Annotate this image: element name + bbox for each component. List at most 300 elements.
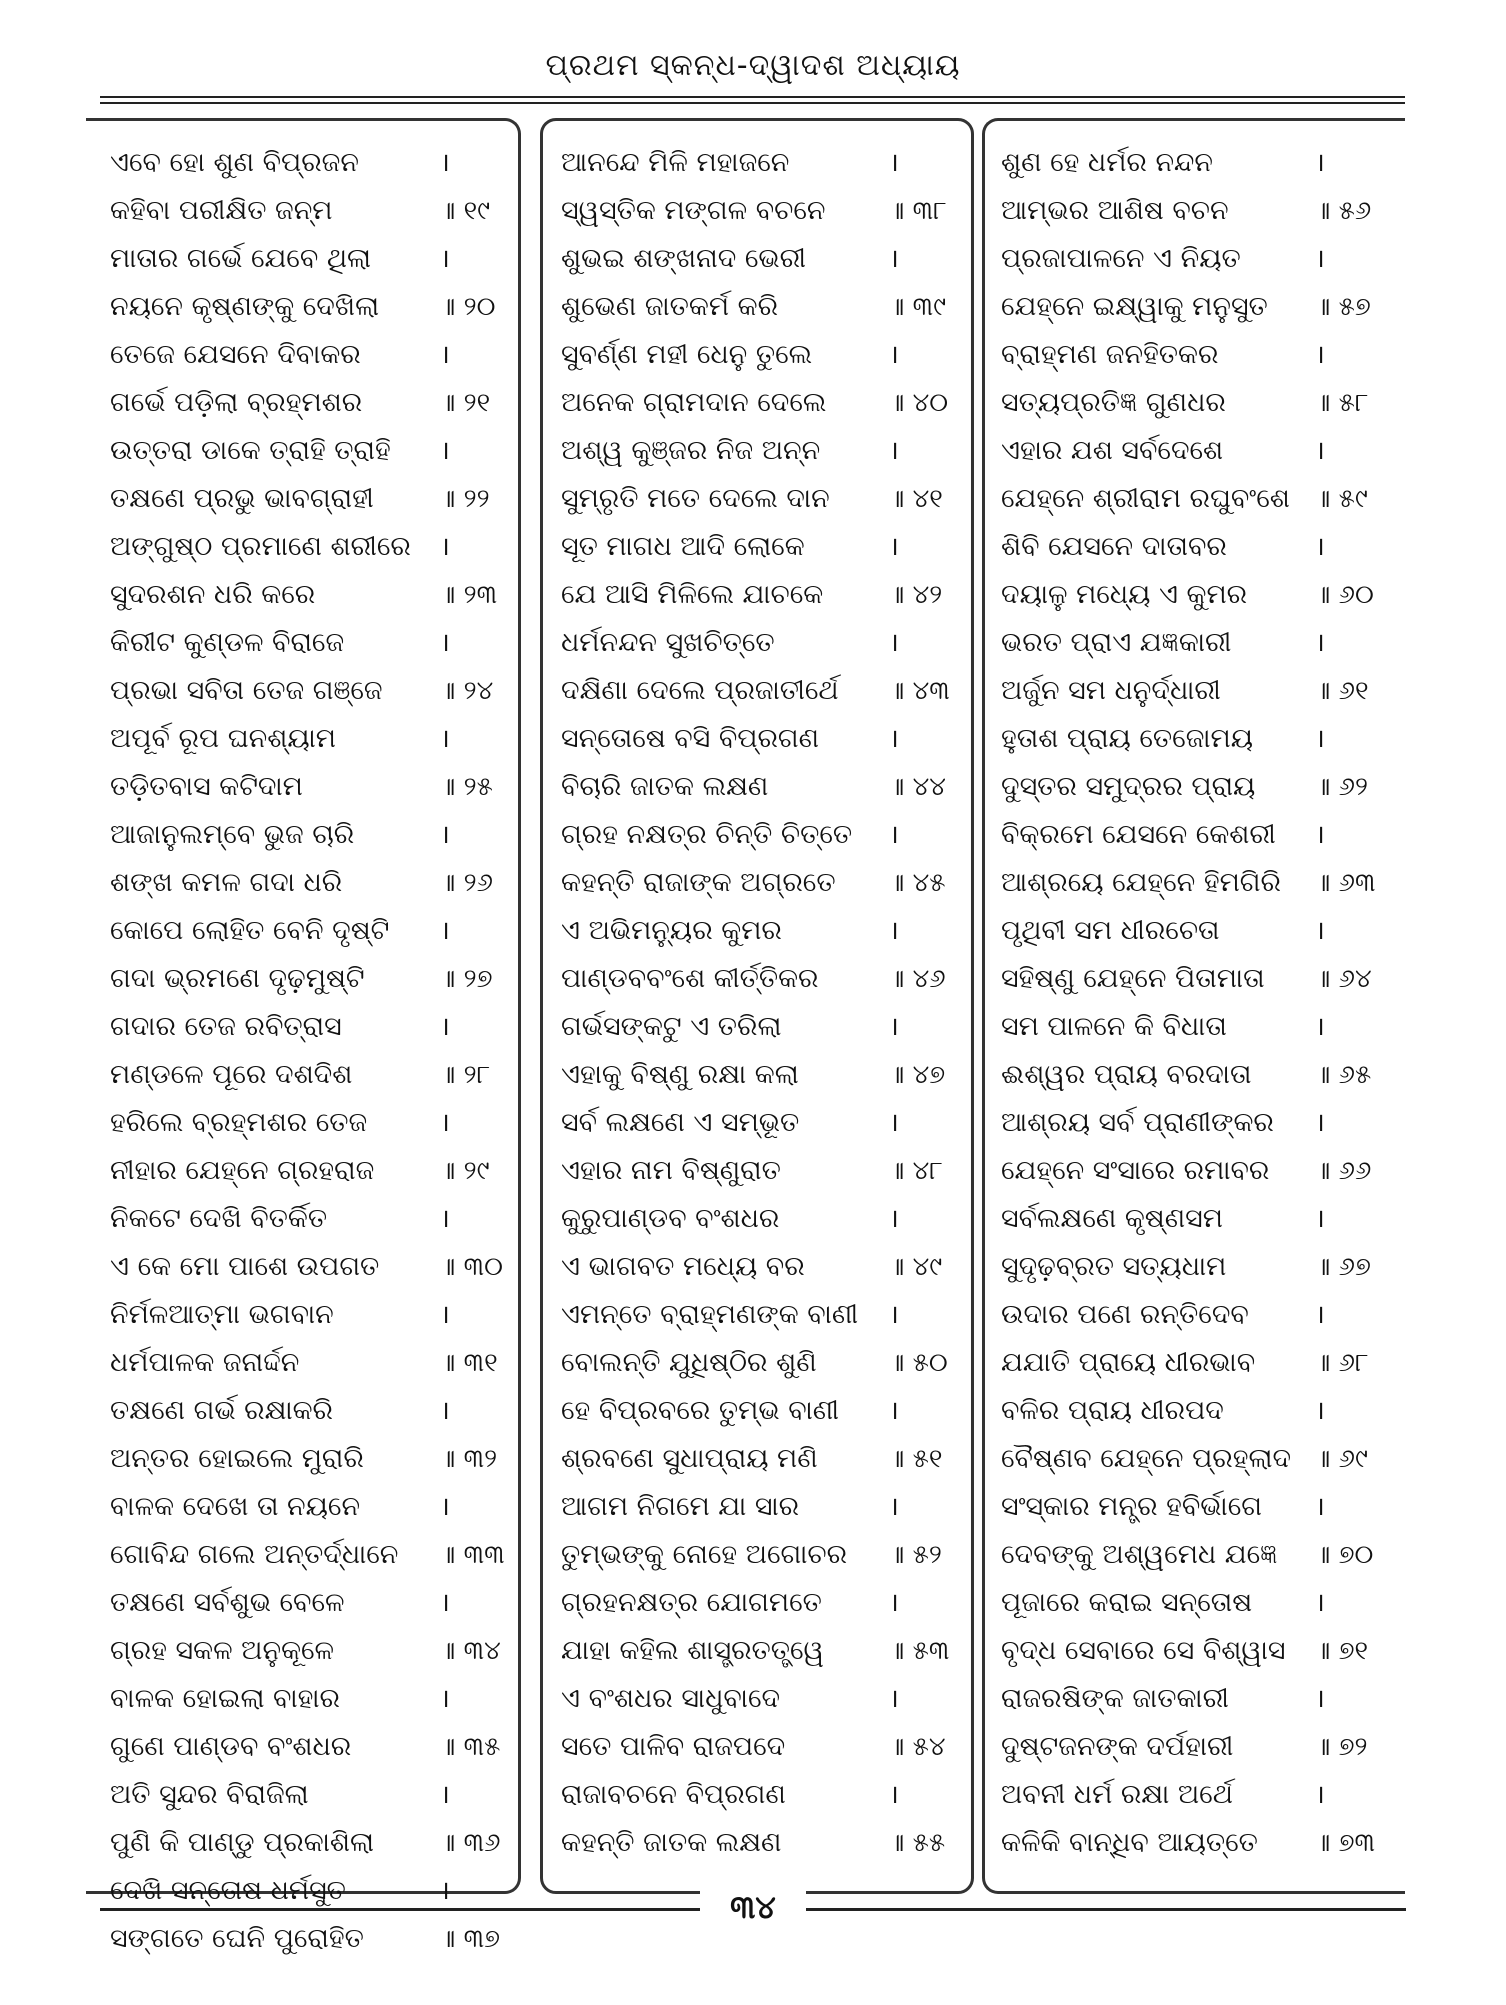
verse-line xyxy=(543,1483,971,1531)
verse-text: ଶୁଣ ହେ ଧର୍ମର ନନ୍ଦନ xyxy=(1001,147,1214,178)
verse-mark: ॥ ୬୬ xyxy=(1315,1156,1372,1186)
verse-text: ତକ୍ଷଣେ ସର୍ବଶୁଭ ବେଳେ xyxy=(110,1587,345,1618)
verse-text: ପୂଜାରେ କରାଇ ସନ୍ତୋଷ xyxy=(1001,1587,1253,1618)
verse-mark: ॥ ୪୩ xyxy=(889,676,950,706)
verse-text: ଗଦାର ତେଜ ରବିତ୍ରାସ xyxy=(110,1011,342,1042)
verse-line xyxy=(543,1387,971,1435)
verse-mark: ॥ ୬୦ xyxy=(1315,580,1374,610)
verse-mark: ॥ ୨୦ xyxy=(440,292,496,322)
verse-text: ଭରତ ପ୍ରାଏ ଯଜ୍ଞକାରୀ xyxy=(1001,627,1232,658)
verse-text: ଗ୍ରହ ସକଳ ଅନୁକୂଳେ xyxy=(110,1635,335,1666)
verse-text: ବୋଲନ୍ତି ଯୁଧିଷ୍ଠିର ଶୁଣି xyxy=(561,1347,817,1378)
verse-text: ଗ୍ରହନକ୍ଷତ୍ର ଯୋଗମତେ xyxy=(561,1587,822,1618)
verse-text: କହିବା ପରୀକ୍ଷିତ ଜନ୍ମ xyxy=(110,195,333,226)
verse-column-right xyxy=(982,118,1405,1894)
verse-line xyxy=(86,763,518,811)
verse-line xyxy=(543,1435,971,1483)
verse-line xyxy=(86,1723,518,1771)
verse-mark: । xyxy=(1315,1108,1325,1138)
verse-mark: । xyxy=(889,1780,899,1810)
verse-mark: । xyxy=(1315,1492,1325,1522)
verse-line xyxy=(543,1723,971,1771)
verse-line xyxy=(543,955,971,1003)
verse-text: ହେ ବିପ୍ରବରେ ତୁମ୍ଭ ବାଣୀ xyxy=(561,1395,840,1426)
verse-mark: । xyxy=(1315,916,1325,946)
verse-text: ଏବେ ହୋ ଶୁଣ ବିପ୍ରଜନ xyxy=(110,147,359,178)
verse-line xyxy=(985,1243,1405,1291)
verse-text: ଯେହ୍ନେ ଇକ୍ଷ୍ୱାକୁ ମନୁସୁତ xyxy=(1001,291,1268,322)
verse-text: ଶଙ୍ଖ କମଳ ଗଦା ଧରି xyxy=(110,867,343,898)
verse-line xyxy=(985,1099,1405,1147)
verse-text: ଗୁଣେ ପାଣ୍ଡବ ବଂଶଧର xyxy=(110,1731,352,1762)
verse-line xyxy=(543,907,971,955)
verse-mark: । xyxy=(889,1108,899,1138)
verse-mark: । xyxy=(440,1780,450,1810)
verse-line xyxy=(86,523,518,571)
verse-text: ଗ୍ରହ ନକ୍ଷତ୍ର ଚିନ୍ତି ଚିତ୍ତେ xyxy=(561,819,853,850)
verse-mark: ॥ ୨୫ xyxy=(440,772,493,802)
verse-line xyxy=(985,475,1405,523)
verse-line xyxy=(985,1771,1405,1819)
verse-mark: । xyxy=(889,1588,899,1618)
verse-text: ଧର୍ମପାଳକ ଜନାର୍ଦ୍ଦନ xyxy=(110,1347,300,1378)
verse-text: ନୀହାର ଯେହ୍ନେ ଗ୍ରହରାଜ xyxy=(110,1155,375,1186)
verse-line xyxy=(543,331,971,379)
verse-mark: । xyxy=(440,148,450,178)
verse-line xyxy=(86,1003,518,1051)
verse-mark: ॥ ୬୫ xyxy=(1315,1060,1372,1090)
verse-mark: । xyxy=(440,1396,450,1426)
verse-text: ସମ ପାଳନେ କି ବିଧାତା xyxy=(1001,1011,1227,1042)
verse-text: ଯେହ୍ନେ ଶ୍ରୀରାମ ରଘୁବଂଶେ xyxy=(1001,483,1290,514)
verse-mark: । xyxy=(1315,1684,1325,1714)
verse-text: ସତେ ପାଳିବ ରାଜପଦେ xyxy=(561,1731,786,1762)
verse-mark: ॥ ୪୫ xyxy=(889,868,946,898)
verse-line xyxy=(985,1147,1405,1195)
header-rule-bottom xyxy=(100,102,1405,104)
footer-rule-left xyxy=(100,1908,700,1911)
verse-line xyxy=(86,283,518,331)
verse-line xyxy=(985,859,1405,907)
verse-text: ହରିଲେ ବ୍ରହ୍ମଶର ତେଜ xyxy=(110,1107,368,1138)
verse-line xyxy=(543,1771,971,1819)
verse-text: ବିଚାରି ଜାତକ ଲକ୍ଷଣ xyxy=(561,771,769,802)
verse-mark: । xyxy=(440,532,450,562)
verse-mark: । xyxy=(889,820,899,850)
verse-line xyxy=(86,1483,518,1531)
verse-text: ଅନେକ ଗ୍ରାମଦାନ ଦେଲେ xyxy=(561,387,827,418)
verse-line xyxy=(543,1195,971,1243)
verse-line xyxy=(86,1771,518,1819)
verse-text: ବଳିର ପ୍ରାୟ ଧୀରପଦ xyxy=(1001,1395,1224,1426)
verse-line xyxy=(86,427,518,475)
verse-text: ଅର୍ଜୁନ ସମ ଧନୁର୍ଦ୍ଧାରୀ xyxy=(1001,675,1221,706)
verse-text: ଈଶ୍ୱର ପ୍ରାୟ ବରଦାତା xyxy=(1001,1059,1252,1090)
verse-mark: । xyxy=(1315,148,1325,178)
verse-line xyxy=(543,1675,971,1723)
verse-line xyxy=(985,1819,1405,1867)
verse-mark: ॥ ୪୦ xyxy=(889,388,949,418)
verse-text: ଶିବି ଯେସନେ ଦାତାବର xyxy=(1001,531,1227,562)
verse-line xyxy=(985,667,1405,715)
verse-line xyxy=(985,1579,1405,1627)
verse-mark: । xyxy=(1315,436,1325,466)
verse-text: ଅବନୀ ଧର୍ମ ରକ୍ଷା ଅର୍ଥେ xyxy=(1001,1779,1233,1810)
verse-mark: । xyxy=(440,1108,450,1138)
verse-mark: ॥ ୨୮ xyxy=(440,1060,491,1090)
verse-line xyxy=(985,1435,1405,1483)
verse-mark: ॥ ୬୯ xyxy=(1315,1444,1368,1474)
verse-line xyxy=(543,619,971,667)
verse-text: ଆନନ୍ଦେ ମିଳି ମହାଜନେ xyxy=(561,147,790,178)
verse-mark: ॥ ୨୧ xyxy=(440,388,491,418)
verse-mark: ॥ ୩୪ xyxy=(440,1636,501,1666)
page-header: ପ୍ରଥମ ସ୍କନ୍ଧ-ଦ୍ୱାଦଶ ଅଧ୍ୟାୟ xyxy=(545,48,961,83)
verse-text: ଏହାକୁ ବିଷ୍ଣୁ ରକ୍ଷା କଲା xyxy=(561,1059,799,1090)
verse-mark: ॥ ୫୯ xyxy=(1315,484,1368,514)
verse-text: ଶୁଭଇ ଶଙ୍ଖନାଦ ଭେରୀ xyxy=(561,243,807,274)
verse-mark: ॥ ୫୨ xyxy=(889,1540,942,1570)
verse-mark: ॥ ୫୬ xyxy=(1315,196,1372,226)
verse-line xyxy=(543,1339,971,1387)
verse-mark: । xyxy=(889,436,899,466)
verse-mark: ॥ ୫୦ xyxy=(889,1348,948,1378)
verse-mark: ॥ ୫୫ xyxy=(889,1828,946,1858)
verse-line xyxy=(985,523,1405,571)
verse-line xyxy=(985,1675,1405,1723)
verse-mark: । xyxy=(889,1492,899,1522)
verse-line xyxy=(86,1627,518,1675)
verse-line xyxy=(985,1627,1405,1675)
verse-mark: ॥ ୪୭ xyxy=(889,1060,946,1090)
verse-text: ଏହାର ନାମ ବିଷ୍ଣୁରାତ xyxy=(561,1155,781,1186)
verse-text: ଗର୍ଭେ ପଡ଼ିଲା ବ୍ରହ୍ମଶର xyxy=(110,387,363,418)
verse-text: ଏମନ୍ତେ ବ୍ରାହ୍ମଣଙ୍କ ବାଣୀ xyxy=(561,1299,859,1330)
verse-mark: । xyxy=(889,532,899,562)
verse-text: ସଂସ୍କାର ମନ୍ତ୍ର ହବିର୍ଭାଗେ xyxy=(1001,1491,1262,1522)
verse-mark: । xyxy=(440,628,450,658)
verse-line xyxy=(543,1579,971,1627)
verse-text: କହନ୍ତି ରାଜାଙ୍କ ଅଗ୍ରତେ xyxy=(561,867,836,898)
verse-text: ଯେ ଆସି ମିଳିଲେ ଯାଚକେ xyxy=(561,579,824,610)
verse-line xyxy=(543,235,971,283)
verse-text: ତକ୍ଷଣେ ପ୍ରଭୁ ଭାବଗ୍ରାହୀ xyxy=(110,483,374,514)
verse-mark: । xyxy=(440,244,450,274)
verse-line xyxy=(985,427,1405,475)
verse-mark: । xyxy=(440,1012,450,1042)
verse-text: ସହିଷ୍ଣୁ ଯେହ୍ନେ ପିତାମାତା xyxy=(1001,963,1265,994)
verse-line xyxy=(86,1435,518,1483)
verse-line xyxy=(985,379,1405,427)
verse-mark: ॥ ୬୩ xyxy=(1315,868,1376,898)
verse-mark: । xyxy=(440,820,450,850)
verse-line xyxy=(543,523,971,571)
verse-mark: । xyxy=(440,1300,450,1330)
verse-mark: ॥ ୨୩ xyxy=(440,580,498,610)
verse-text: ଏ କେ ମୋ ପାଶେ ଉପଗତ xyxy=(110,1251,380,1282)
verse-mark: ॥ ୩୭ xyxy=(440,1924,500,1954)
verse-mark: । xyxy=(889,1012,899,1042)
verse-text: ଅଶ୍ୱ କୁଞ୍ଜର ନିଜ ଅନ୍ନ xyxy=(561,435,821,466)
verse-text: ଗର୍ଭସଙ୍କଟୁ ଏ ତରିଲା xyxy=(561,1011,782,1042)
verse-line xyxy=(543,1099,971,1147)
verse-text: କହନ୍ତି ଜାତକ ଲକ୍ଷଣ xyxy=(561,1827,782,1858)
verse-text: ତକ୍ଷଣେ ଗର୍ଭ ରକ୍ଷାକରି xyxy=(110,1395,334,1426)
verse-mark: ॥ ୩୫ xyxy=(440,1732,501,1762)
verse-line xyxy=(543,187,971,235)
verse-line xyxy=(86,1531,518,1579)
verse-mark: ॥ ୫୩ xyxy=(889,1636,950,1666)
verse-mark: ॥ ୫୭ xyxy=(1315,292,1371,322)
verse-text: ରାଜାବଚନେ ବିପ୍ରଗଣ xyxy=(561,1779,786,1810)
verse-line xyxy=(86,1915,518,1963)
verse-line xyxy=(985,763,1405,811)
verse-mark: । xyxy=(889,1204,899,1234)
verse-text: ଯାହା କହିଲ ଶାସ୍ତ୍ରତତ୍ତ୍ୱେ xyxy=(561,1635,824,1666)
verse-text: ନିକଟେ ଦେଖି ବିତର୍କିତ xyxy=(110,1203,328,1234)
verse-line xyxy=(543,427,971,475)
verse-text: ଅଙ୍ଗୁଷ୍ଠ ପ୍ରମାଣେ ଶରୀରେ xyxy=(110,531,411,562)
header-rule-top xyxy=(100,96,1405,98)
verse-text: ତଡ଼ିତବାସ କଟିଦାମ xyxy=(110,771,303,802)
verse-mark: ॥ ୩୮ xyxy=(889,196,947,226)
verse-text: ରାଜରଷିଙ୍କ ଜାତକାରୀ xyxy=(1001,1683,1229,1714)
verse-line xyxy=(543,811,971,859)
verse-text: ଏହାର ଯଶ ସର୍ବଦେଶେ xyxy=(1001,435,1224,466)
verse-mark: । xyxy=(889,724,899,754)
verse-text: ସଙ୍ଗତେ ଘେନି ପୁରୋହିତ xyxy=(110,1923,364,1954)
verse-text: ପୁଣି କି ପାଣ୍ଡୁ ପ୍ରକାଶିଲା xyxy=(110,1827,374,1858)
verse-text: ଶ୍ରବଣେ ସୁଧାପ୍ରାୟ ମଣି xyxy=(561,1443,818,1474)
verse-text: ଉତ୍ତରା ଡାକେ ତ୍ରାହି ତ୍ରାହି xyxy=(110,435,391,466)
verse-text: ଆଶ୍ରୟ ସର୍ବ ପ୍ରାଣୀଙ୍କର xyxy=(1001,1107,1274,1138)
verse-mark: ॥ ୫୮ xyxy=(1315,388,1369,418)
verse-line xyxy=(543,1147,971,1195)
verse-text: ଏ ଅଭିମନ୍ୟୁର କୁମର xyxy=(561,915,782,946)
verse-mark: ॥ ୨୪ xyxy=(440,676,494,706)
verse-line xyxy=(985,619,1405,667)
verse-line xyxy=(86,955,518,1003)
verse-text: ସ୍ୱସ୍ତିକ ମଙ୍ଗଳ ବଚନେ xyxy=(561,195,826,226)
verse-line xyxy=(543,1051,971,1099)
verse-text: କିରୀଟ କୁଣ୍ଡଳ ବିରାଜେ xyxy=(110,627,345,658)
verse-line xyxy=(86,1099,518,1147)
verse-text: ଦୁସ୍ତର ସମୁଦ୍ରର ପ୍ରାୟ xyxy=(1001,771,1256,802)
verse-line xyxy=(985,1051,1405,1099)
verse-mark: ॥ ୪୬ xyxy=(889,964,946,994)
verse-line xyxy=(86,667,518,715)
verse-line xyxy=(543,283,971,331)
verse-line xyxy=(86,379,518,427)
verse-mark: ॥ ୬୮ xyxy=(1315,1348,1369,1378)
verse-line xyxy=(543,763,971,811)
verse-mark: । xyxy=(440,1876,450,1906)
verse-text: ସର୍ବ ଲକ୍ଷଣେ ଏ ସମ୍ଭୂତ xyxy=(561,1107,800,1138)
verse-mark: । xyxy=(1315,1588,1325,1618)
verse-text: ଆଗମ ନିଗମେ ଯା ସାର xyxy=(561,1491,800,1522)
footer-rule-right xyxy=(806,1908,1406,1911)
verse-text: ଦେଖି ସନ୍ତୋଷ ଧର୍ମସୁତ xyxy=(110,1875,346,1906)
verse-line xyxy=(86,1579,518,1627)
verse-mark: ॥ ୩୬ xyxy=(440,1828,501,1858)
verse-text: ହୁତାଶ ପ୍ରାୟ ତେଜୋମୟ xyxy=(1001,723,1253,754)
verse-text: ସୁବର୍ଣ୍ଣ ମହୀ ଧେନୁ ତୁଲେ xyxy=(561,339,813,370)
verse-line xyxy=(86,571,518,619)
verse-line xyxy=(985,187,1405,235)
verse-mark: ॥ ୨୯ xyxy=(440,1156,490,1186)
verse-line xyxy=(86,715,518,763)
verse-text: ଏ ଭାଗବତ ମଧ୍ୟେ ବର xyxy=(561,1251,805,1282)
verse-line xyxy=(543,475,971,523)
verse-line xyxy=(86,1819,518,1867)
verse-line xyxy=(86,187,518,235)
verse-text: ଅନ୍ତର ହୋଇଲେ ମୁରାରି xyxy=(110,1443,364,1474)
verse-line xyxy=(985,1387,1405,1435)
verse-line xyxy=(985,235,1405,283)
verse-mark: ॥ ୪୪ xyxy=(889,772,946,802)
verse-mark: ॥ ୩୯ xyxy=(889,292,946,322)
verse-line xyxy=(543,1627,971,1675)
verse-text: ପାଣ୍ଡବବଂଶେ କୀର୍ତ୍ତିକର xyxy=(561,963,819,994)
verse-text: ସୁମ୍ରୃତି ମତେ ଦେଲେ ଦାନ xyxy=(561,483,830,514)
verse-text: କୋପେ ଲୋହିତ ବେନି ଦୃଷ୍ଟି xyxy=(110,915,390,946)
verse-text: ସୁଦୃଢ଼ବ୍ରତ ସତ୍ୟଧାମ xyxy=(1001,1251,1227,1282)
verse-mark: ॥ ୬୭ xyxy=(1315,1252,1371,1282)
verse-line xyxy=(985,907,1405,955)
page-number: ୩୪ xyxy=(700,1888,806,1927)
verse-line xyxy=(543,571,971,619)
verse-mark: । xyxy=(440,1684,450,1714)
verse-line xyxy=(543,1003,971,1051)
verse-line xyxy=(86,907,518,955)
verse-mark: । xyxy=(889,148,899,178)
verse-column-left xyxy=(86,118,521,1954)
verse-mark: ॥ ୧୯ xyxy=(440,196,491,226)
verse-line xyxy=(543,859,971,907)
verse-text: ତେଜେ ଯେସନେ ଦିବାକର xyxy=(110,339,361,370)
verse-line xyxy=(86,1051,518,1099)
verse-text: ଯଯାତି ପ୍ରାୟେ ଧୀରଭାବ xyxy=(1001,1347,1256,1378)
verse-text: ମାତାର ଗର୍ଭେ ଯେବେ ଥିଲା xyxy=(110,243,371,274)
verse-text: ଆଜାନୁଲମ୍ବେ ଭୁଜ ଚାରି xyxy=(110,819,355,850)
verse-text: ସନ୍ତୋଷେ ବସି ବିପ୍ରଗଣ xyxy=(561,723,820,754)
verse-text: ପ୍ରଜାପାଳନେ ଏ ନିୟତ xyxy=(1001,243,1241,274)
verse-line xyxy=(985,139,1405,187)
verse-line xyxy=(985,715,1405,763)
verse-mark: ॥ ୩୨ xyxy=(440,1444,498,1474)
verse-mark: । xyxy=(1315,340,1325,370)
verse-line xyxy=(86,1243,518,1291)
verse-text: ବିକ୍ରମେ ଯେସନେ କେଶରୀ xyxy=(1001,819,1276,850)
verse-mark: । xyxy=(889,1396,899,1426)
verse-mark: ॥ ୨୨ xyxy=(440,484,490,514)
verse-mark: । xyxy=(1315,1396,1325,1426)
verse-mark: ॥ ୪୮ xyxy=(889,1156,943,1186)
verse-text: ସୂତ ମାଗଧ ଆଦି ଲୋକେ xyxy=(561,531,805,562)
verse-text: ଦୁଷ୍ଟଜନଙ୍କ ଦର୍ପହାରୀ xyxy=(1001,1731,1234,1762)
verse-line xyxy=(985,1483,1405,1531)
verse-column-middle xyxy=(540,118,974,1894)
verse-line xyxy=(86,139,518,187)
verse-mark: ॥ ୪୨ xyxy=(889,580,943,610)
verse-text: ବୃଦ୍ଧ ସେବାରେ ସେ ବିଶ୍ୱାସ xyxy=(1001,1635,1286,1666)
verse-text: ଗୋବିନ୍ଦ ଗଲେ ଅନ୍ତର୍ଦ୍ଧାନେ xyxy=(110,1539,399,1570)
verse-line xyxy=(543,379,971,427)
verse-text: ବ୍ରାହ୍ମଣ ଜନହିତକର xyxy=(1001,339,1219,370)
verse-mark: । xyxy=(889,1684,899,1714)
verse-mark: । xyxy=(889,340,899,370)
verse-text: ସର୍ବଲକ୍ଷଣେ କୃଷ୍ଣସମ xyxy=(1001,1203,1223,1234)
verse-text: ତୁମ୍ଭଙ୍କୁ ନୋହେ ଅଗୋଚର xyxy=(561,1539,848,1570)
verse-text: ବାଳକ ଦେଖେ ତା ନୟନେ xyxy=(110,1491,361,1522)
verse-line xyxy=(86,1147,518,1195)
verse-line xyxy=(86,1675,518,1723)
verse-text: କୁରୁପାଣ୍ଡବ ବଂଶଧର xyxy=(561,1203,780,1234)
verse-text: ଆଶ୍ରୟେ ଯେହ୍ନେ ହିମଗିରି xyxy=(1001,867,1282,898)
verse-line xyxy=(985,811,1405,859)
verse-mark: । xyxy=(1315,532,1325,562)
verse-mark: ॥ ୨୭ xyxy=(440,964,493,994)
verse-mark: । xyxy=(440,724,450,754)
verse-line xyxy=(86,811,518,859)
verse-text: ମଣ୍ଡଳେ ପୂରେ ଦଶଦିଶ xyxy=(110,1059,353,1090)
verse-mark: । xyxy=(889,916,899,946)
verse-mark: । xyxy=(440,1204,450,1234)
verse-mark: । xyxy=(1315,1780,1325,1810)
verse-text: ଆମ୍ଭର ଆଶିଷ ବଚନ xyxy=(1001,195,1229,226)
verse-text: ସୁଦରଶନ ଧରି କରେ xyxy=(110,579,316,610)
verse-text: ଦେବଙ୍କୁ ଅଶ୍ୱମେଧ ଯଜ୍ଞେ xyxy=(1001,1539,1278,1570)
verse-mark: । xyxy=(889,244,899,274)
verse-text: ଏ ବଂଶଧର ସାଧୁବାଦେ xyxy=(561,1683,781,1714)
verse-text: ଗଦା ଭ୍ରମଣେ ଦୃଢ଼ମୁଷ୍ଟି xyxy=(110,963,365,994)
verse-line xyxy=(86,235,518,283)
verse-text: ପ୍ରଭା ସବିତା ତେଜ ଗଞ୍ଜେ xyxy=(110,675,383,706)
verse-text: ଧର୍ମନନ୍ଦନ ସୁଖଚିତ୍ତେ xyxy=(561,627,775,658)
verse-text: ଅତି ସୁନ୍ଦର ବିରାଜିଲା xyxy=(110,1779,309,1810)
verse-mark: ॥ ୪୧ xyxy=(889,484,943,514)
verse-line xyxy=(86,859,518,907)
verse-mark: ॥ ୩୧ xyxy=(440,1348,498,1378)
verse-line xyxy=(985,283,1405,331)
verse-text: ଦକ୍ଷିଣା ଦେଲେ ପ୍ରଜାତୀର୍ଥେ xyxy=(561,675,839,706)
verse-mark: । xyxy=(440,1588,450,1618)
verse-line xyxy=(86,475,518,523)
verse-line xyxy=(86,1195,518,1243)
verse-line xyxy=(985,1339,1405,1387)
verse-text: ଉଦାର ପଣେ ରନ୍ତିଦେବ xyxy=(1001,1299,1249,1330)
verse-line xyxy=(985,1723,1405,1771)
verse-text: ପୃଥିବୀ ସମ ଧୀରଚେତା xyxy=(1001,915,1220,946)
verse-text: ଅପୂର୍ବ ରୂପ ଘନଶ୍ୟାମ xyxy=(110,723,336,754)
verse-mark: । xyxy=(889,628,899,658)
verse-text: କଳିକି ବାନ୍ଧିବ ଆୟତ୍ତେ xyxy=(1001,1827,1258,1858)
verse-mark: । xyxy=(1315,244,1325,274)
verse-mark: । xyxy=(1315,1204,1325,1234)
verse-line xyxy=(86,1339,518,1387)
verse-mark: ॥ ୫୧ xyxy=(889,1444,943,1474)
verse-line xyxy=(86,1387,518,1435)
verse-line xyxy=(543,715,971,763)
verse-line xyxy=(543,1243,971,1291)
verse-mark: । xyxy=(1315,724,1325,754)
verse-mark: ॥ ୭୧ xyxy=(1315,1636,1369,1666)
verse-line xyxy=(985,1195,1405,1243)
verse-text: ଦୟାଳୁ ମଧ୍ୟେ ଏ କୁମର xyxy=(1001,579,1248,610)
verse-mark: ॥ ୬୧ xyxy=(1315,676,1369,706)
verse-mark: । xyxy=(889,1300,899,1330)
verse-line xyxy=(985,331,1405,379)
